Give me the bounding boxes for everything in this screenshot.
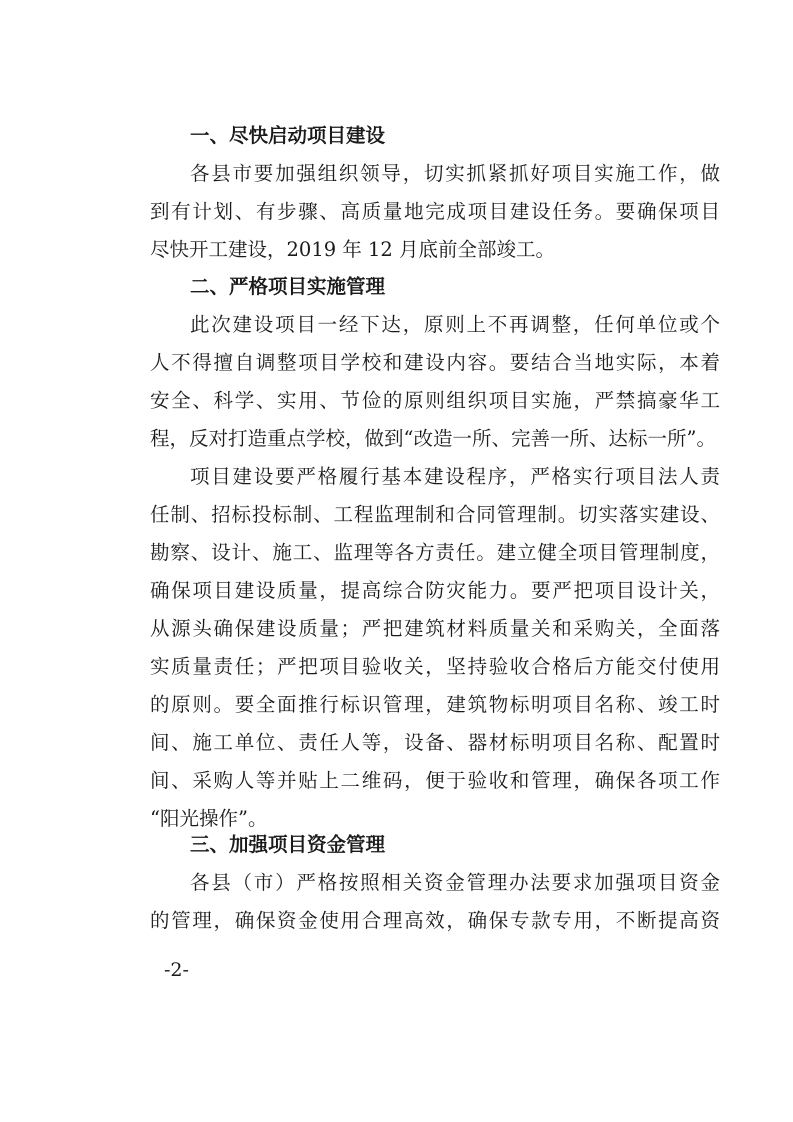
section-2-line: 从源头确保建设质量；严把建筑材料质量关和采购关，全面落 — [150, 617, 720, 640]
section-2-line: 的原则。要全面推行标识管理，建筑物标明项目名称、竣工时 — [150, 693, 720, 716]
section-2-line: 此次建设项目一经下达，原则上不再调整，任何单位或个 — [190, 313, 720, 336]
section-2-line: 勘察、设计、施工、监理等各方责任。建立健全项目管理制度， — [150, 541, 720, 564]
page-number: -2- — [164, 959, 189, 981]
section-3-heading: 三、加强项目资金管理 — [190, 833, 386, 856]
section-2-line: 确保项目建设质量，提高综合防灾能力。要严把项目设计关， — [150, 579, 720, 602]
section-2-line: 间、采购人等并贴上二维码，便于验收和管理，确保各项工作 — [150, 769, 720, 792]
section-2-heading: 二、严格项目实施管理 — [190, 275, 386, 298]
section-1-line: 各县市要加强组织领导，切实抓紧抓好项目实施工作，做 — [190, 162, 720, 185]
section-2-line: 任制、招标投标制、工程监理制和合同管理制。切实落实建设、 — [150, 503, 720, 526]
section-1-heading: 一、尽快启动项目建设 — [190, 124, 386, 147]
section-1-line: 到有计划、有步骤、高质量地完成项目建设任务。要确保项目 — [150, 200, 720, 223]
section-2-line: “阳光操作”。 — [150, 807, 268, 830]
section-2-line: 实质量责任；严把项目验收关，坚持验收合格后方能交付使用 — [150, 655, 720, 678]
section-2-line: 程，反对打造重点学校，做到“改造一所、完善一所、达标一所”。 — [150, 427, 716, 450]
section-2-line: 间、施工单位、责任人等，设备、器材标明项目名称、配置时 — [150, 731, 720, 754]
section-1-line: 尽快开工建设，2019 年 12 月底前全部竣工。 — [150, 238, 556, 261]
section-2-line: 安全、科学、实用、节俭的原则组织项目实施，严禁搞豪华工 — [150, 389, 720, 412]
section-2-line: 人不得擅自调整项目学校和建设内容。要结合当地实际，本着 — [150, 351, 720, 374]
section-3-line: 各县（市）严格按照相关资金管理办法要求加强项目资金 — [190, 871, 720, 894]
section-3-line: 的管理，确保资金使用合理高效，确保专款专用，不断提高资 — [150, 909, 720, 932]
section-2-line: 项目建设要严格履行基本建设程序，严格实行项目法人责 — [190, 465, 720, 488]
